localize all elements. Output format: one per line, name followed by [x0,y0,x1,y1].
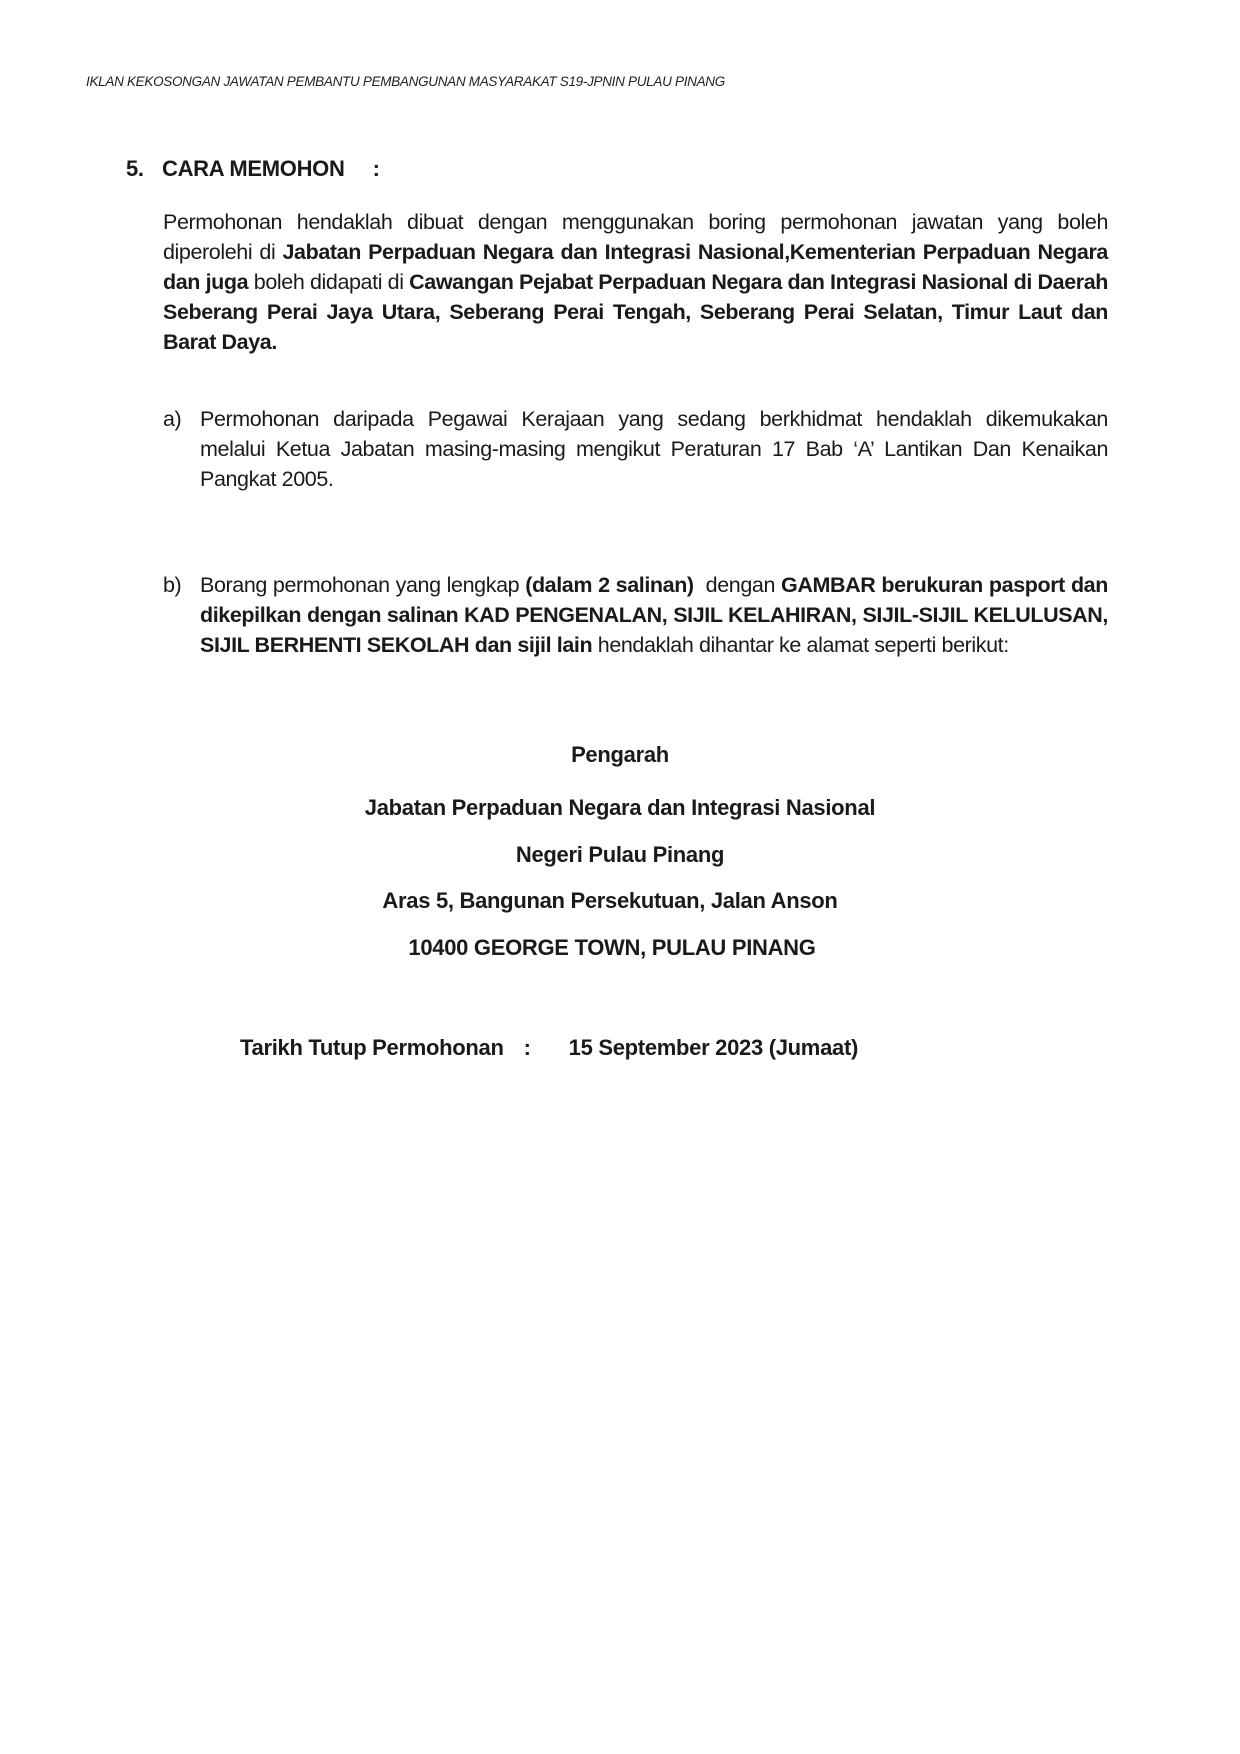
closing-date [240,1035,858,1061]
closing-date-value: 15 September 2023 (Jumaat) [568,1035,858,1060]
address-department: Jabatan Perpaduan Negara dan Integrasi Nasional [364,795,876,820]
list-marker-a: a) [163,407,182,431]
item-b-bold-1: (dalam 2 salinan) [525,573,694,597]
address-state: Negeri Pulau Pinang [515,842,725,867]
list-item-a [163,404,1108,494]
list-marker-b: b) [163,573,182,597]
item-b-text-1: Borang permohonan yang lengkap [200,573,526,597]
list-item-b-text [200,570,1108,660]
section-title: CARA MEMOHON [162,156,345,181]
page-header: IKLAN KEKOSONGAN JAWATAN PEMBANTU PEMBANGUNAN MASYARAKAT S19-JPNIN PULAU PINANG [86,74,725,89]
address-postcode-city: 10400 GEORGE TOWN, PULAU PINANG [408,935,816,960]
address-recipient: Pengarah [571,742,669,767]
section-colon: : [372,156,380,181]
closing-date-colon: : [523,1035,531,1060]
item-b-bold-2: GAMBAR berukuran pasport dan dikepilkan dengan salinan KAD PENGENALAN, SIJIL KELAHIRAN, SIJIL-SIJIL KELULUSAN, SIJIL BERHENTI SEKOLAH dan sijil lain [200,573,1108,657]
item-b-text-2: dengan [693,573,782,597]
intro-paragraph [163,207,1108,357]
list-item-b [163,570,1108,660]
intro-text-1: Permohonan hendaklah dibuat dengan menggunakan boring permohonan jawatan yang boleh diperolehi di [163,210,1108,264]
intro-bold-1: Jabatan Perpaduan Negara dan Integrasi Nasional,Kementerian Perpaduan Negara dan juga [163,240,1108,294]
list-item-a-text: Permohonan daripada Pegawai Kerajaan yang sedang berkhidmat hendaklah dikemukakan melalui Ketua Jabatan masing-masing mengikut Peraturan 17 Bab ‘A’ Lantikan Dan Kenaikan Pangkat 2005. [200,407,1108,491]
closing-date-label: Tarikh Tutup Permohonan [240,1035,504,1060]
item-b-text-3: hendaklah dihantar ke alamat seperti berikut: [592,633,1009,657]
section-number: 5. [126,156,144,181]
intro-bold-2: Cawangan Pejabat Perpaduan Negara dan Integrasi Nasional di Daerah Seberang Perai Jaya Utara, Seberang Perai Tengah, Seberang Perai Selatan, Timur Laut dan Barat Daya. [163,270,1109,354]
address-street: Aras 5, Bangunan Persekutuan, Jalan Anson [382,888,838,913]
section-heading [126,156,380,182]
intro-text-2: boleh didapati di [248,270,410,294]
